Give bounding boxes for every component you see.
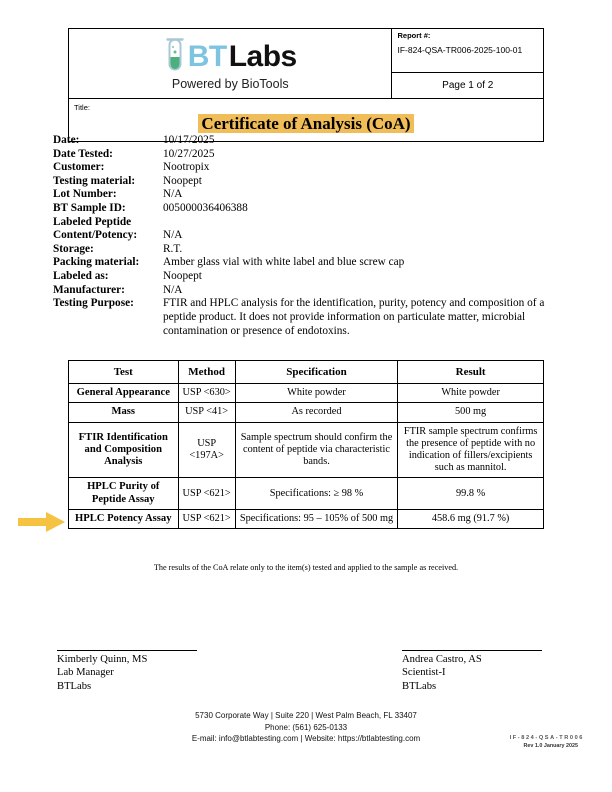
column-header-test: Test <box>69 361 179 384</box>
test-results-table <box>68 360 544 529</box>
logo-brand-primary: BT <box>187 39 227 73</box>
cell-test: FTIR Identification and Composition Analysis <box>69 422 179 478</box>
cell-method: USP <621> <box>178 478 235 509</box>
signature-company: BTLabs <box>57 680 92 692</box>
footer-phone: Phone: (561) 625-0133 <box>264 722 348 732</box>
cell-result: 458.6 mg (91.7 %) <box>398 509 544 528</box>
signature-block-left <box>57 650 212 693</box>
signature-name: Kimberly Quinn, MS <box>57 654 148 665</box>
info-value: 005000036406388 <box>163 201 248 214</box>
cell-test: Mass <box>69 403 179 422</box>
info-row-manufacturer <box>53 284 563 298</box>
table-row <box>69 509 544 528</box>
test-tube-icon <box>164 38 186 76</box>
company-logo-cell <box>69 29 392 99</box>
info-value: 10/17/2025 <box>163 134 215 146</box>
column-header-specification: Specification <box>235 361 398 384</box>
column-header-result: Result <box>398 361 544 384</box>
table-header-row <box>69 361 544 384</box>
info-value: Noopept <box>163 269 202 282</box>
signature-section <box>57 650 557 693</box>
signature-line <box>402 650 542 651</box>
footer-address: 5730 Corporate Way | Suite 220 | West Palm Beach, FL 33407 <box>195 711 417 720</box>
cell-result: 500 mg <box>398 403 544 422</box>
cell-result: 99.8 % <box>398 478 544 509</box>
info-label: BT Sample ID: <box>53 201 126 214</box>
logo-brand-secondary: Labs <box>228 39 297 73</box>
info-label: Date: <box>53 134 80 146</box>
signature-company: BTLabs <box>402 680 437 692</box>
signature-role: Lab Manager <box>57 667 114 679</box>
page-title-text: Certificate of Analysis (CoA) <box>198 114 413 133</box>
cell-specification: Sample spectrum should confirm the content of peptide via characteristic bands. <box>235 422 398 478</box>
info-label: Testing material: <box>53 174 136 187</box>
page-indicator: Page 1 of 2 <box>392 73 544 99</box>
info-row-date <box>53 134 563 148</box>
cell-specification: White powder <box>235 384 398 403</box>
document-code-block <box>434 735 584 749</box>
info-row-lot-number <box>53 188 563 202</box>
cell-method: USP <41> <box>178 403 235 422</box>
signature-role: Scientist-I <box>402 667 446 679</box>
cell-method: USP <197A> <box>178 422 235 478</box>
cell-method: USP <630> <box>178 384 235 403</box>
info-value: N/A <box>163 229 183 242</box>
info-row-packing-material <box>53 256 563 270</box>
report-number-cell <box>392 29 544 73</box>
document-id: IF-824-QSA-TR006 <box>509 735 584 741</box>
logo-tagline: Powered by BioTools <box>171 76 289 91</box>
cell-test: HPLC Purity of Peptide Assay <box>69 478 179 509</box>
info-label: Storage: <box>53 242 94 255</box>
info-label: Lot Number: <box>53 188 117 201</box>
info-row-testing-material <box>53 175 563 189</box>
cell-result: White powder <box>398 384 544 403</box>
info-value: R.T. <box>163 242 183 255</box>
document-header <box>68 28 544 142</box>
signature-name: Andrea Castro, AS <box>402 654 482 665</box>
info-label: Date Tested: <box>53 147 113 160</box>
document-revision: Rev 1.0 January 2025 <box>523 743 578 749</box>
info-row-bt-sample-id <box>53 202 563 216</box>
table-row <box>69 384 544 403</box>
info-value: Amber glass vial with white label and blue screw cap <box>163 256 405 269</box>
cell-specification: Specifications: ≥ 98 % <box>235 478 398 509</box>
info-value: N/A <box>163 283 183 296</box>
cell-test: HPLC Potency Assay <box>69 509 179 528</box>
info-row-labeled-as <box>53 270 563 284</box>
page-title <box>74 114 538 134</box>
report-number-label: Report #: <box>397 31 431 40</box>
cell-specification: As recorded <box>235 403 398 422</box>
footer-contact: E-mail: info@btlabtesting.com | Website: https://btlabtesting.com <box>191 734 421 743</box>
cell-result: FTIR sample spectrum confirms the presence of peptide with no indication of fillers/excipients such as mannitol. <box>398 422 544 478</box>
info-label: Labeled as: <box>53 269 109 282</box>
sample-info-list <box>53 134 563 339</box>
info-label: Packing material: <box>53 256 140 269</box>
info-value: Nootropix <box>163 161 210 174</box>
info-value: Noopept <box>163 174 202 187</box>
column-header-method: Method <box>178 361 235 384</box>
info-row-customer <box>53 161 563 175</box>
cell-specification: Specifications: 95 – 105% of 500 mg <box>235 509 398 528</box>
results-disclaimer: The results of the CoA relate only to the item(s) tested and applied to the sample as received. <box>153 563 459 572</box>
info-row-testing-purpose <box>53 297 563 339</box>
signature-line <box>57 650 197 651</box>
signature-block-right <box>402 650 557 693</box>
info-label: Content/Potency: <box>53 229 138 242</box>
info-label: Labeled Peptide <box>53 215 132 228</box>
logo-wordmark <box>69 38 391 76</box>
info-label: Manufacturer: <box>53 283 125 296</box>
cell-method: USP <621> <box>178 509 235 528</box>
info-row-labeled-peptide <box>53 216 563 230</box>
report-number-value: IF-824-QSA-TR006-2025-100-01 <box>397 44 523 55</box>
title-field-label: Title: <box>74 103 90 113</box>
info-row-date-tested <box>53 148 563 162</box>
info-value: FTIR and HPLC analysis for the identification, purity, potency and composition of a peptide product. It does not provide information on particulate matter, microbial contamination or presence of endotoxins. <box>163 297 545 337</box>
annotation-arrow-icon <box>18 512 66 532</box>
info-value: 10/27/2025 <box>163 147 215 160</box>
table-row <box>69 422 544 478</box>
info-value: N/A <box>163 188 183 201</box>
info-row-storage <box>53 243 563 257</box>
info-row-content-potency <box>53 229 563 243</box>
table-row-hplc-purity <box>69 478 544 509</box>
cell-test: General Appearance <box>69 384 179 403</box>
table-row <box>69 403 544 422</box>
info-label: Testing Purpose: <box>53 297 134 310</box>
info-label: Customer: <box>53 161 105 174</box>
